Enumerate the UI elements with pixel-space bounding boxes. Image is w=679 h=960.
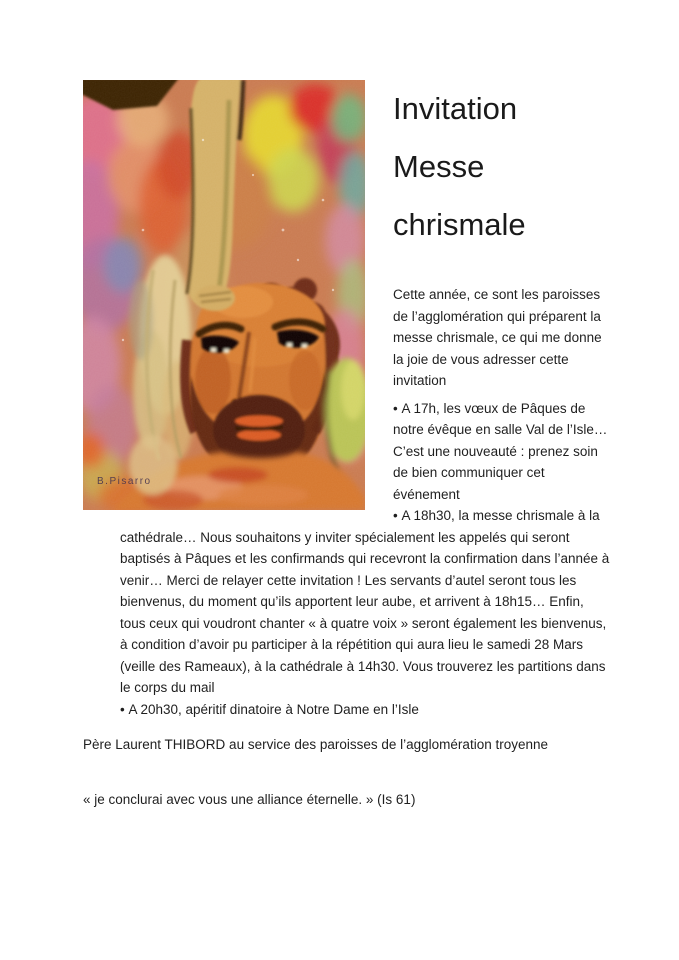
page-title: Invitation Messe chrismale [393, 91, 526, 242]
painter-signature: B.Pisarro [97, 476, 152, 487]
event-item-18h30: • A 18h30, la messe chrismale à la cathédrale… Nous souhaitons y inviter spécialement les appelés qui seront baptisés à Pâques et les confirmands qui recevront la confirmation dans l’année à venir… Merci de relayer cette invitation ! Les servants d’autel seront tous les bienvenus, du moment qu’ils apportent leur aube, et arrivent à 18h15… Enfin, tous ceux qui voudront chanter « à quatre voix » seront également les bienvenus, à condition d’avoir pu participer à la répétition qui aura lieu le samedi 28 Mars (veille des Rameaux), à la cathédrale à 14h30. Vous trouverez les partitions dans le corps du mail [120, 505, 613, 699]
intro-paragraph: Cette année, ce sont les paroisses de l’agglomération qui préparent la messe chrismale, ce qui me donne la joie de vous adresser cette invitation [393, 287, 602, 388]
chrismal-painting-image [83, 80, 365, 510]
event-item-17h: • A 17h, les vœux de Pâques de notre évêque en salle Val de l’Isle… C’est une nouveauté : prenez soin de bien communiquer cet événement [120, 398, 613, 506]
scripture-quote: « je conclurai avec vous une alliance éternelle. » (Is 61) [83, 791, 416, 807]
author-line: Père Laurent THIBORD au service des paroisses de l’agglomération troyenne [83, 737, 548, 752]
event-item-20h30: • A 20h30, apéritif dinatoire à Notre Dame en l’Isle [120, 699, 613, 721]
document-content [83, 80, 613, 810]
